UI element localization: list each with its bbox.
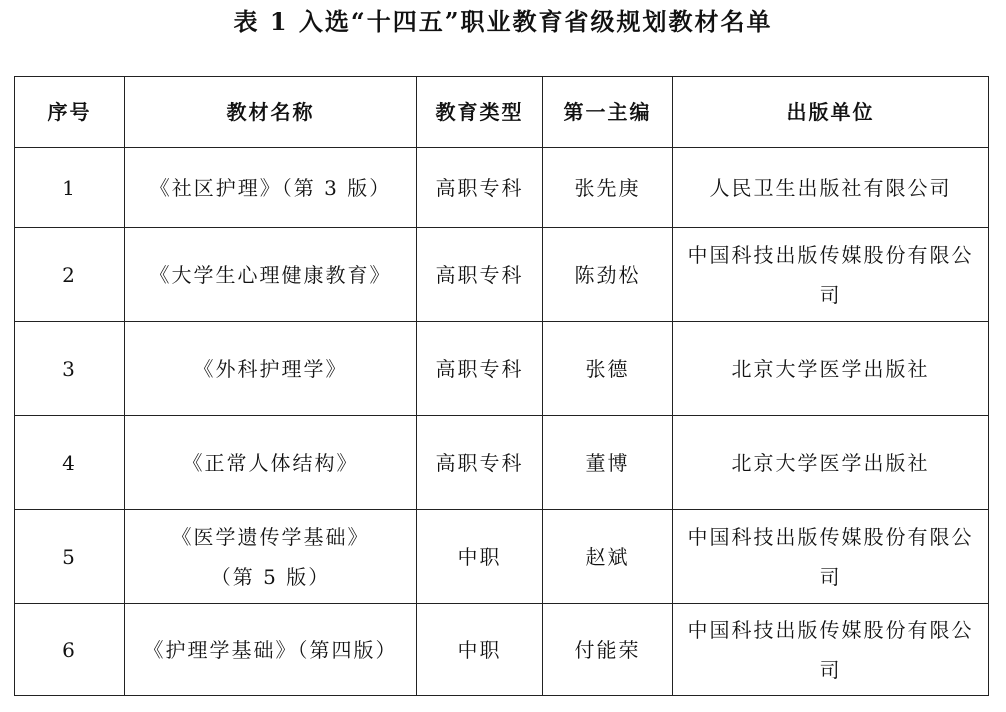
cell-publisher: 北京大学医学出版社 <box>673 322 989 416</box>
cell-publisher: 中国科技出版传媒股份有限公司 <box>673 604 989 696</box>
header-textbook-name: 教材名称 <box>125 77 417 148</box>
table-row <box>15 228 989 322</box>
textbook-list-table <box>14 76 989 696</box>
table-header-row <box>15 77 989 148</box>
table-row <box>15 510 989 604</box>
header-serial-number: 序号 <box>15 77 125 148</box>
cell-education-type: 高职专科 <box>417 228 543 322</box>
cell-education-type: 中职 <box>417 510 543 604</box>
cell-education-type: 高职专科 <box>417 148 543 228</box>
cell-publisher: 中国科技出版传媒股份有限公司 <box>673 228 989 322</box>
cell-textbook-name: 《医学遗传学基础》（第 5 版） <box>125 510 417 604</box>
cell-serial-number: 4 <box>15 416 125 510</box>
table-row <box>15 148 989 228</box>
table-title: 表 1 入选“十四五”职业教育省级规划教材名单 <box>233 7 773 36</box>
cell-serial-number: 3 <box>15 322 125 416</box>
cell-textbook-name: 《护理学基础》（第四版） <box>125 604 417 696</box>
cell-education-type: 中职 <box>417 604 543 696</box>
cell-education-type: 高职专科 <box>417 416 543 510</box>
cell-publisher: 中国科技出版传媒股份有限公司 <box>673 510 989 604</box>
table-row <box>15 416 989 510</box>
header-publisher: 出版单位 <box>673 77 989 148</box>
header-education-type: 教育类型 <box>417 77 543 148</box>
cell-chief-editor: 张先庚 <box>543 148 673 228</box>
cell-textbook-name: 《社区护理》（第 3 版） <box>125 148 417 228</box>
cell-serial-number: 2 <box>15 228 125 322</box>
cell-chief-editor: 赵斌 <box>543 510 673 604</box>
cell-chief-editor: 张德 <box>543 322 673 416</box>
header-chief-editor: 第一主编 <box>543 77 673 148</box>
cell-chief-editor: 付能荣 <box>543 604 673 696</box>
cell-textbook-name: 《大学生心理健康教育》 <box>125 228 417 322</box>
cell-education-type: 高职专科 <box>417 322 543 416</box>
cell-chief-editor: 董博 <box>543 416 673 510</box>
cell-publisher: 北京大学医学出版社 <box>673 416 989 510</box>
cell-publisher: 人民卫生出版社有限公司 <box>673 148 989 228</box>
cell-textbook-name: 《外科护理学》 <box>125 322 417 416</box>
cell-serial-number: 1 <box>15 148 125 228</box>
cell-serial-number: 5 <box>15 510 125 604</box>
table-row <box>15 604 989 696</box>
cell-chief-editor: 陈劲松 <box>543 228 673 322</box>
cell-textbook-name: 《正常人体结构》 <box>125 416 417 510</box>
cell-serial-number: 6 <box>15 604 125 696</box>
table-row <box>15 322 989 416</box>
